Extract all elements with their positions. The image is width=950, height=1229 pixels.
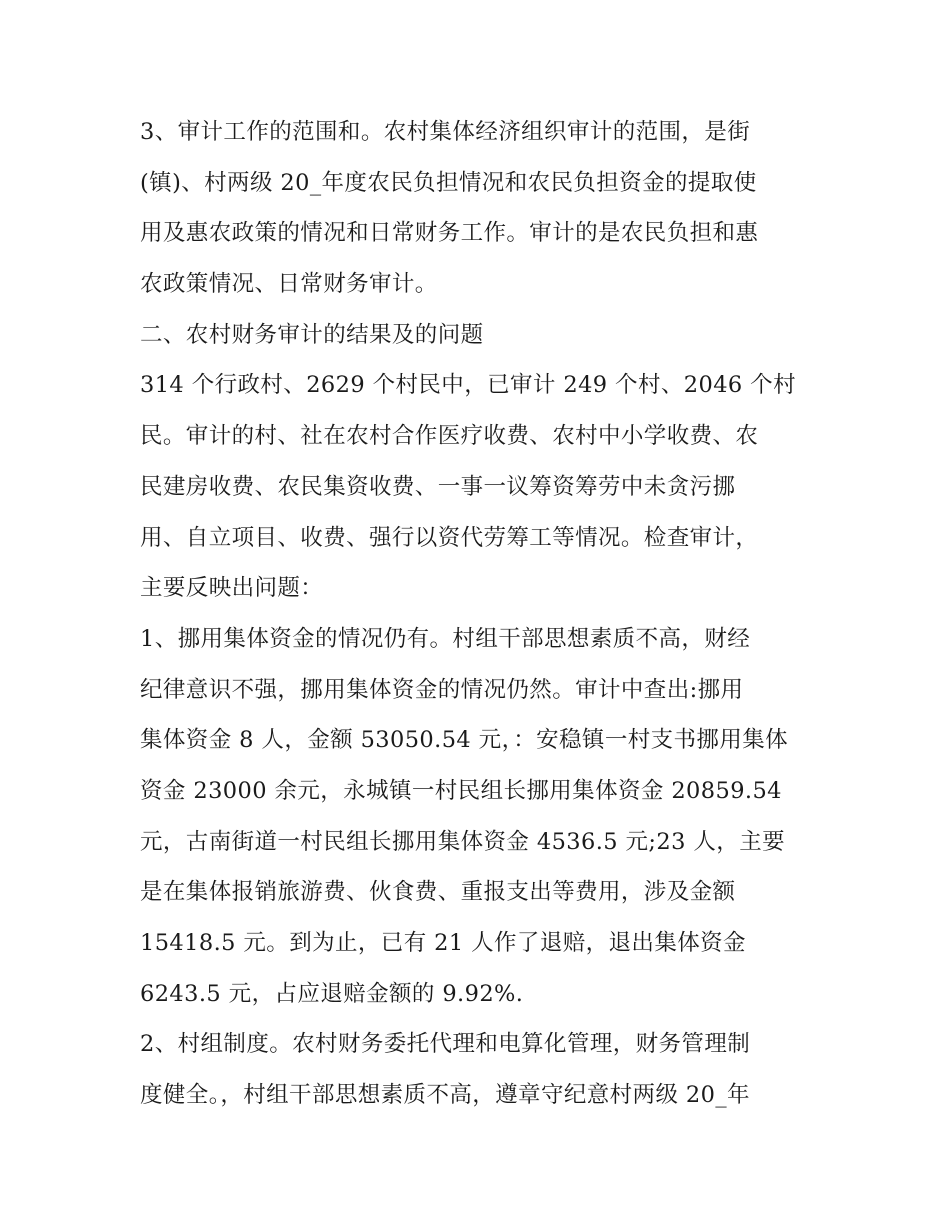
document-body xyxy=(140,107,830,1121)
section-heading: 二、农村财务审计的结果及的问题 xyxy=(140,321,484,348)
text-line: 纪律意识不强，挪用集体资金的情况仍然。审计中查出:挪用 xyxy=(140,676,744,703)
text-line: 15418.5 元。到为止，已有 21 人作了退赔，退出集体资金 xyxy=(140,930,746,956)
text-line: 农政策情况、日常财务审计。 xyxy=(140,271,438,298)
text-line: 用、自立项目、收费、强行以资代劳筹工等情况。检查审计， xyxy=(140,524,759,551)
text-line: 资金 23000 余元，永城镇一村民组长挪用集体资金 20859.54 xyxy=(140,777,782,804)
text-line: 主要反映出问题： xyxy=(140,575,324,602)
text-line: 3、审计工作的范围和。农村集体经济组织审计的范围，是街 xyxy=(140,119,751,145)
text-line: 集体资金 8 人，金额 53050.54 元，：安稳镇一村支书挪用集体 xyxy=(140,727,789,754)
text-line: 6243.5 元，占应退赔金额的 9.92%. xyxy=(140,980,524,1007)
text-line: 1、挪用集体资金的情况仍有。村组干部思想素质不高，财经 xyxy=(140,625,751,652)
text-line: 元，古南街道一村民组长挪用集体资金 4536.5 元;23 人，主要 xyxy=(140,828,785,855)
text-line: (镇)、村两级 20_年度农民负担情况和农民负担资金的提取使 xyxy=(140,169,757,196)
text-line: 是在集体报销旅游费、伙食费、重报支出等费用，涉及金额 xyxy=(140,879,736,906)
text-line: 314 个行政村、2629 个村民中，已审计 249 个村、2046 个村 xyxy=(140,372,796,399)
text-line: 民。审计的村、社在农村合作医疗收费、农村中小学收费、农 xyxy=(140,423,759,450)
text-line: 用及惠农政策的情况和日常财务工作。审计的是农民负担和惠 xyxy=(140,220,759,247)
text-line: 民建房收费、农民集资收费、一事一议筹资筹劳中未贪污挪 xyxy=(140,473,736,500)
text-line: 度健全。，村组干部思想素质不高，遵章守纪意村两级 20_年 xyxy=(140,1082,750,1109)
text-line: 2、村组制度。农村财务委托代理和电算化管理，财务管理制 xyxy=(140,1031,751,1058)
